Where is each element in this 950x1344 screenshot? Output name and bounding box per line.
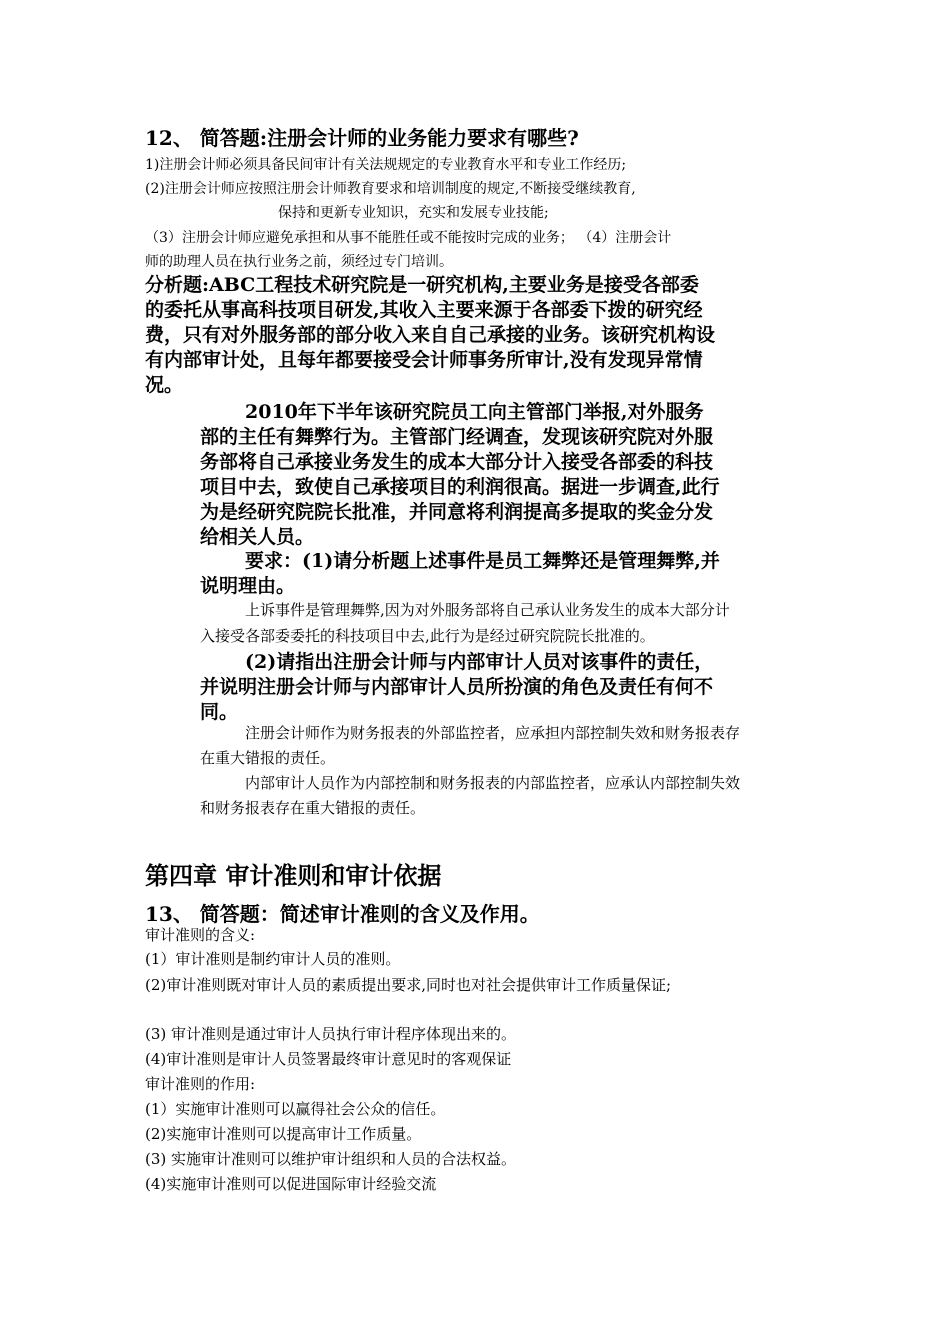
requirement-2-line-1: (2)请指出注册会计师与内部审计人员对该事件的责任， — [245, 651, 714, 673]
analysis-line-4: 有内部审计处，且每年都要接受会计师事务所审计,没有发现异常情 — [145, 349, 703, 371]
q13-line-1: 审计准则的含义: — [145, 926, 256, 944]
q13-line-4: (3) 审计准则是通过审计人员执行审计程序体现出来的。 — [145, 1025, 517, 1043]
q13-line-7: (1）实施审计准则可以赢得社会公众的信任。 — [145, 1100, 446, 1118]
requirement-1-line-1: 要求：(1)请分析题上述事件是员工舞弊还是管理舞弊,并 — [245, 550, 720, 572]
question-13-title: 13、 简答题：简述审计准则的含义及作用。 — [145, 902, 540, 926]
q12-line-3: 保持和更新专业知识，充实和发展专业技能; — [278, 205, 549, 221]
answer-2-line-2: 在重大错报的责任。 — [200, 749, 336, 767]
case-line-1: 2010年下半年该研究院员工向主管部门举报,对外服务 — [245, 401, 704, 423]
case-line-2: 部的主任有舞弊行为。主管部门经调查，发现该研究院对外服 — [200, 426, 714, 448]
analysis-line-2: 的委托从事高科技项目研发,其收入主要来源于各部委下拨的研究经 — [145, 299, 703, 321]
q13-line-8: (2)实施审计准则可以提高审计工作质量。 — [145, 1125, 422, 1143]
q13-line-5: (4)审计准则是审计人员签署最终审计意见时的客观保证 — [145, 1050, 512, 1068]
case-line-4: 项目中去，致使自己承接项目的利润很高。据进一步调查,此行 — [200, 476, 720, 498]
q13-line-9: (3) 实施审计准则可以维护审计组织和人员的合法权益。 — [145, 1150, 517, 1168]
case-line-3: 务部将自己承接业务发生的成本大部分计入接受各部委的科技 — [200, 451, 714, 473]
analysis-line-1: 分析题:ABC工程技术研究院是一研究机构,主要业务是接受各部委 — [145, 274, 699, 296]
q13-line-10: (4)实施审计准则可以促进国际审计经验交流 — [145, 1175, 437, 1193]
answer-1-line-1: 上诉事件是管理舞弊,因为对外服务部将自己承认业务发生的成本大部分计 — [245, 601, 730, 619]
q12-line-4: （3）注册会计师应避免承担和从事不能胜任或不能按时完成的业务； （4）注册会计 — [145, 230, 672, 246]
answer-2-line-4: 和财务报表存在重大错报的责任。 — [200, 799, 426, 817]
case-line-5: 为是经研究院院长批准，并同意将利润提高多提取的奖金分发 — [200, 501, 714, 523]
q13-line-2: (1）审计准则是制约审计人员的准则。 — [145, 950, 401, 968]
requirement-1-line-2: 说明理由。 — [200, 575, 296, 597]
answer-2-line-1: 注册会计师作为财务报表的外部监控者，应承担内部控制失效和财务报表存 — [245, 724, 741, 742]
q12-line-5: 师的助理人员在执行业务之前，须经过专门培训。 — [145, 254, 453, 270]
q13-line-6: 审计准则的作用: — [145, 1075, 256, 1093]
analysis-line-3: 费，只有对外服务部的部分收入来自自己承接的业务。该研究机构设 — [145, 324, 716, 346]
analysis-line-5: 况。 — [145, 374, 184, 396]
case-line-6: 给相关人员。 — [200, 526, 315, 548]
requirement-2-line-2: 并说明注册会计师与内部审计人员所扮演的角色及责任有何不 — [200, 676, 714, 698]
q12-line-1: 1)注册会计师必须具备民间审计有关法规规定的专业教育水平和专业工作经历; — [145, 157, 627, 173]
q13-line-3: (2)审计准则既对审计人员的素质提出要求,同时也对社会提供审计工作质量保证; — [145, 976, 672, 994]
question-12-title: 12、 简答题:注册会计师的业务能力要求有哪些? — [145, 126, 579, 150]
answer-2-line-3: 内部审计人员作为内部控制和财务报表的内部监控者，应承认内部控制失效 — [245, 774, 741, 792]
requirement-2-line-3: 同。 — [200, 701, 239, 723]
q12-line-2: (2)注册会计师应按照注册会计师教育要求和培训制度的规定,不断接受继续教育, — [145, 181, 636, 197]
chapter-heading: 第四章 审计准则和审计依据 — [145, 861, 442, 890]
answer-1-line-2: 入接受各部委委托的科技项目中去,此行为是经过研究院院长批准的。 — [200, 627, 655, 645]
